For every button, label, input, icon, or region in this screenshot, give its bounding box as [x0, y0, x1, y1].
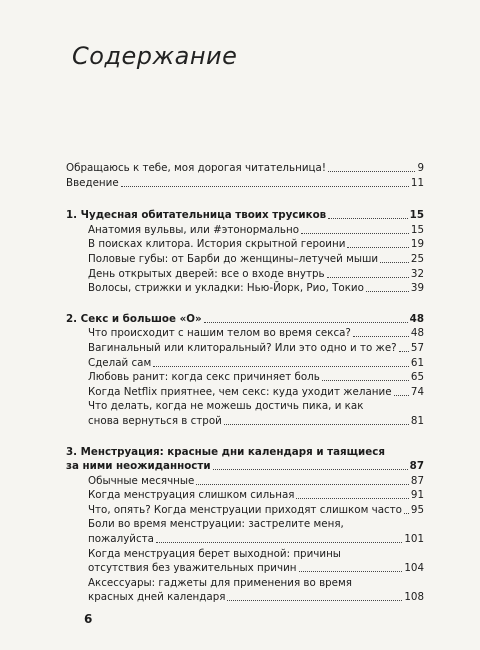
toc-entry-front-2 [66, 177, 424, 190]
chapter-title-line1: 3. Менструация: красные дни календаря и таящиеся [66, 445, 385, 458]
page-number: 6 [84, 612, 93, 626]
dot-leader [322, 379, 409, 381]
toc-entry [66, 475, 424, 488]
toc-entry-line1: Аксессуары: гаджеты для применения во время [88, 576, 352, 589]
dot-leader [327, 276, 409, 278]
toc-entry [66, 386, 424, 399]
toc-entry-title: Половые губы: от Барби до женщины–летучей мыши [88, 252, 379, 265]
chapter-page: 87 [409, 460, 424, 473]
toc-entry-title: Обращаюсь к тебе, моя дорогая читательница! [66, 162, 326, 174]
dot-leader [347, 246, 408, 248]
toc-entry-page: 9 [417, 162, 424, 174]
dot-leader [121, 185, 409, 187]
dot-leader [204, 321, 408, 323]
toc-entry [66, 253, 424, 266]
toc-entry [66, 327, 424, 340]
toc-entry-page: 57 [410, 341, 424, 354]
toc-entry-title: красных дней календаря [88, 591, 226, 604]
dot-leader [224, 423, 409, 425]
dot-leader [394, 394, 409, 396]
toc-entry-title: Сделай сам [88, 356, 152, 369]
toc-entry-page: 87 [410, 474, 424, 487]
dot-leader [380, 261, 409, 263]
toc-entry-title: В поисках клитора. История скрытной героини [88, 238, 346, 251]
toc-entry-page: 19 [410, 238, 424, 251]
toc-entry-title: пожалуйста [88, 533, 154, 546]
dot-leader [301, 232, 409, 234]
page-title: Содержание [72, 42, 238, 71]
toc-entry-title: отсутствия без уважительных причин [88, 562, 297, 575]
toc-entry-page: 81 [410, 414, 424, 427]
toc-entry [66, 504, 424, 517]
dot-leader [296, 497, 408, 499]
toc-entry-title: Введение [66, 176, 119, 189]
toc-entry-page: 108 [404, 591, 424, 604]
toc-entry-page: 91 [410, 489, 424, 502]
toc-chapter-3 [66, 460, 424, 473]
toc-entry [66, 533, 424, 546]
toc-entry [66, 371, 424, 384]
chapter-title: 2. Секс и большое «О» [66, 312, 202, 325]
dot-leader [227, 599, 402, 601]
dot-leader [213, 468, 408, 470]
toc-entry-title: Что происходит с нашим телом во время секса? [88, 327, 351, 340]
toc-entry-title: Анатомия вульвы, или #этонормально [88, 223, 300, 236]
toc-entry-title: Любовь ранит: когда секс причиняет боль [88, 371, 320, 384]
dot-leader [404, 512, 409, 514]
dot-leader [353, 335, 409, 337]
toc-chapter-2 [66, 313, 424, 326]
toc-entry-title: День открытых дверей: все о входе внутрь [88, 267, 325, 280]
toc-entry-front-1 [66, 162, 424, 175]
dot-leader [328, 217, 407, 219]
chapter-page: 15 [409, 209, 424, 222]
toc-entry-title: Когда Netflix приятнее, чем секс: куда уходит желание [88, 385, 392, 398]
toc-entry-page: 11 [410, 176, 424, 189]
dot-leader [299, 570, 403, 572]
dot-leader [366, 290, 409, 292]
toc-entry-page: 61 [410, 356, 424, 369]
toc-entry [66, 238, 424, 251]
toc-entry-title: Волосы, стрижки и укладки: Нью-Йорк, Рио, Токио [88, 282, 364, 295]
toc-chapter-1 [66, 209, 424, 222]
chapter-page: 48 [409, 312, 424, 325]
toc-entry-page: 95 [410, 503, 424, 516]
toc-entry-page: 15 [410, 223, 424, 236]
toc-entry-title: Когда менструация слишком сильная [88, 489, 295, 502]
toc-entry-line1: Когда менструация берет выходной: причины [88, 547, 341, 560]
toc-entry [66, 357, 424, 370]
dot-leader [156, 541, 402, 543]
toc-entry-page: 48 [410, 327, 424, 340]
toc-entry-page: 25 [410, 252, 424, 265]
toc-entry-title: Вагинальный или клиторальный? Или это одно и то же? [88, 341, 397, 354]
toc-entry-page: 65 [410, 371, 424, 384]
toc-entry-page: 101 [404, 533, 424, 546]
toc-entry [66, 591, 424, 604]
toc-entry-title: Что, опять? Когда менструации приходят слишком часто [88, 503, 402, 516]
dot-leader [196, 483, 409, 485]
toc-entry-title: Обычные месячные [88, 474, 195, 487]
toc-entry-page: 104 [404, 562, 424, 575]
toc-entry [66, 489, 424, 502]
toc-entry [66, 224, 424, 237]
dot-leader [328, 170, 415, 172]
toc-entry [66, 342, 424, 355]
chapter-title: за ними неожиданности [66, 460, 211, 473]
toc-entry [66, 268, 424, 281]
toc-entry-line1: Что делать, когда не можешь достичь пика, и как [88, 400, 364, 413]
table-of-contents [66, 162, 424, 606]
toc-entry-page: 32 [410, 267, 424, 280]
toc-entry [66, 282, 424, 295]
toc-entry [66, 415, 424, 428]
toc-entry-page: 39 [410, 282, 424, 295]
toc-entry-page: 74 [410, 385, 424, 398]
chapter-title: 1. Чудесная обитательница твоих трусиков [66, 209, 327, 222]
toc-entry-line1: Боли во время менструации: застрелите меня, [88, 518, 344, 531]
toc-entry-title: снова вернуться в строй [88, 414, 222, 427]
dot-leader [153, 365, 409, 367]
toc-entry [66, 562, 424, 575]
dot-leader [399, 350, 409, 352]
